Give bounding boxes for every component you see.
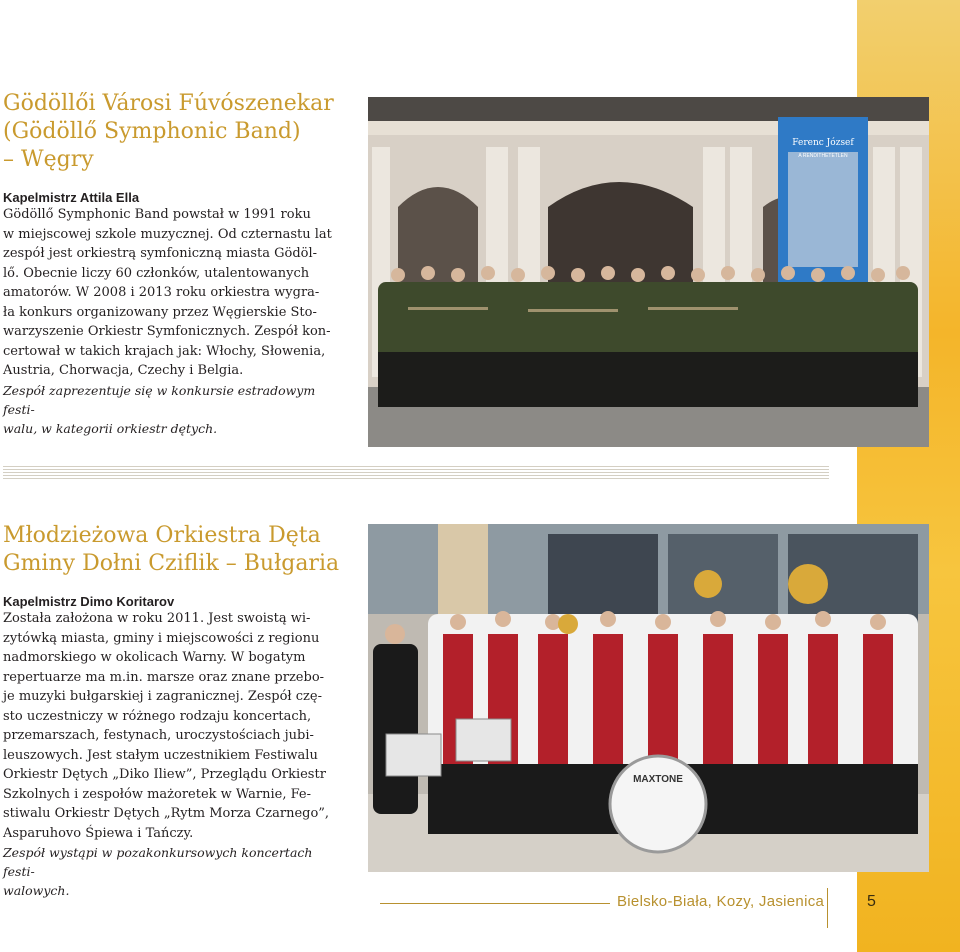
photo-bulgarian-band [368, 524, 929, 872]
footer-location: Bielsko-Biała, Kozy, Jasienica [617, 893, 825, 910]
section-divider [3, 466, 829, 480]
section-bulgaria [3, 522, 345, 900]
festival-note: Zespół wystąpi w pozakonkursowych koncertach festi- walowych. [3, 845, 313, 898]
drum-label: MAXTONE [633, 774, 683, 785]
photo-hungarian-band [368, 97, 929, 447]
footer-separator [827, 888, 828, 928]
section-title: Gödöllői Városi Fúvószenekar (Gödöllő Symphonic Band) – Węgry [3, 91, 334, 172]
section-hungary [3, 90, 345, 438]
conductor-name: Kapelmistrz Attila Ella [3, 190, 140, 205]
band-photo-illustration [368, 524, 929, 872]
section-title: Młodzieżowa Orkiestra Dęta Gminy Dołni Cziflik – Bułgaria [3, 523, 340, 576]
banner-title: Ferenc József [792, 138, 854, 148]
conductor-name: Kapelmistrz Dimo Koritarov [3, 594, 175, 609]
band-photo-illustration [368, 97, 929, 447]
footer-rule [380, 903, 610, 904]
description: Została założona w roku 2011. Jest swoistą wi- zytówką miasta, gminy i miejscowości z regionu nadmorskiego w okolicach Warny. W bogatym repertuarze ma m.in. marsze oraz znane przebo- je muzyki bułgarskiej i zagranicznej. Zespół czę- sto uczestniczy w różnego rodzaju koncertach, przemarszach, festynach, uroczystościach jubi- leuszowych. Jest stałym uczestnikiem Festiwalu Orkiestr Dętych „Diko Iliew”, Przeglądu Orkiestr Szkolnych i zespołów mażoretek w Warnie, Fe- stiwalu Orkiestr Dętych „Rytm Morza Czarnego”, Asparuhovo Śpiewa i Tańczy. [3, 611, 330, 841]
description: Gödöllő Symphonic Band powstał w 1991 roku w miejscowej szkole muzycznej. Od czternastu lat zespół jest orkiestrą symfoniczną miasta Gödöl- lő. Obecnie liczy 60 członków, utalentowanych amatorów. W 2008 i 2013 roku orkiestra wygra- ła konkurs organizowany przez Węgierskie Sto- warzyszenie Orkiestr Symfonicznych. Zespół kon- certował w takich krajach jak: Włochy, Słowenia, Austria, Chorwacja, Czechy i Belgia. [3, 207, 332, 378]
banner-subtitle: A RENDITHETETLEN [798, 153, 848, 159]
page-number: 5 [867, 893, 876, 910]
festival-note: Zespół zaprezentuje się w konkursie estradowym festi- walu, w kategorii orkiestr dętych. [3, 382, 316, 436]
